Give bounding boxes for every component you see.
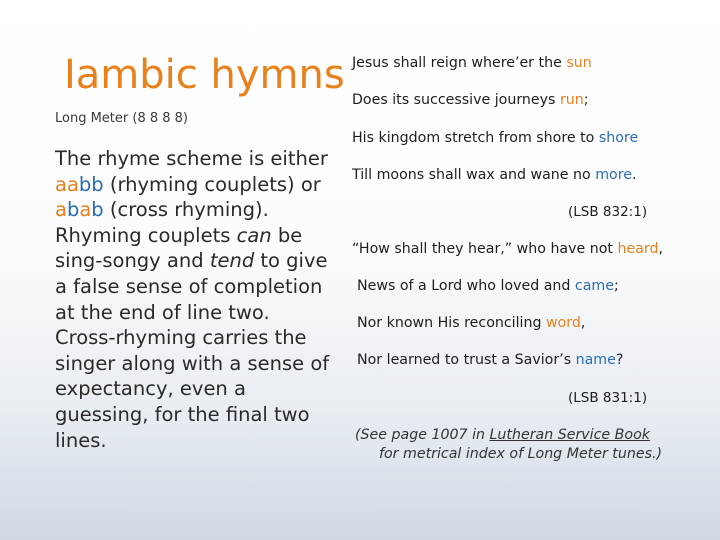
rhyme-a-1: a [55,198,67,222]
body-text-5: to give a false sense of completion at the end of line two. Cross-rhyming carries the singer along with a sense of expectancy, even a guessing, for the final two lines. [55,249,330,452]
emphasis-can: can [236,223,272,247]
note-text-post: for metrical index of Long Meter tunes.) [379,446,663,462]
hymn1-line-4-punct: . [632,167,637,183]
hymn1-line-4 [352,167,637,183]
hymn1-line-3-text: His kingdom stretch from shore to [352,130,599,146]
body-text-4: be sing-songy and [55,223,303,273]
slide-subtitle: Long Meter (8 8 8 8) [55,111,189,126]
hymn2-line-4-punct: ? [615,352,624,368]
hymn1-rhyme-2: run [559,92,584,108]
hymn2-line-4 [357,352,623,368]
hymn2-citation: (LSB 831:1) [568,390,648,406]
hymn2-line-2 [357,278,619,294]
hymn2-rhyme-1: heard [617,241,659,257]
note-text-pre: (See page 1007 in [355,427,490,443]
hymn2-line-2-text: News of a Lord who loved and [357,278,575,294]
hymn1-rhyme-4: more [595,167,632,183]
hymn1-line-1-text: Jesus shall reign where’er the [352,55,567,71]
hymn2-line-3-punct: , [580,315,586,331]
hymn1-line-1 [352,55,592,71]
hymn2-line-2-punct: ; [613,278,619,294]
metrical-index-note [355,426,695,464]
body-text-1: The rhyme scheme is either [55,147,328,170]
hymn1-rhyme-3: shore [598,130,639,146]
rhyme-aa: aa [55,172,79,196]
hymn2-line-1-text: “How shall they hear,” who have not [352,241,618,257]
hymn1-line-2 [352,92,589,108]
hymn1-line-2-text: Does its successive journeys [352,92,560,108]
hymn1-citation: (LSB 832:1) [568,204,648,220]
rhyme-b-2: b [91,198,104,222]
rhyme-a-2: a [79,198,92,222]
hymn2-rhyme-2: came [574,278,614,294]
rhyme-b-1: b [66,198,80,222]
hymn2-line-4-text: Nor learned to trust a Savior’s [357,352,576,368]
hymn1-line-2-punct: ; [583,92,589,108]
hymn1-rhyme-1: sun [566,55,592,71]
hymn1-line-4-text: Till moons shall wax and wane no [352,167,596,183]
hymn1-line-3 [352,130,638,146]
hymn2-rhyme-4: name [575,352,616,368]
rhyme-explanation [55,146,335,453]
rhyme-bb: bb [78,172,104,196]
note-book-title: Lutheran Service Book [489,427,650,443]
hymn2-line-3-text: Nor known His reconciling [357,315,546,331]
body-text-2: (rhyming couplets) or [103,172,321,196]
hymn2-rhyme-3: word [546,315,581,331]
hymn2-line-1 [352,241,663,257]
body-text-3: (cross rhyming). Rhyming couplets [55,198,269,247]
hymn2-line-1-punct: , [658,241,664,257]
emphasis-tend: tend [209,249,255,273]
hymn2-line-3 [357,315,585,331]
slide-title: Iambic hymns [64,52,345,98]
